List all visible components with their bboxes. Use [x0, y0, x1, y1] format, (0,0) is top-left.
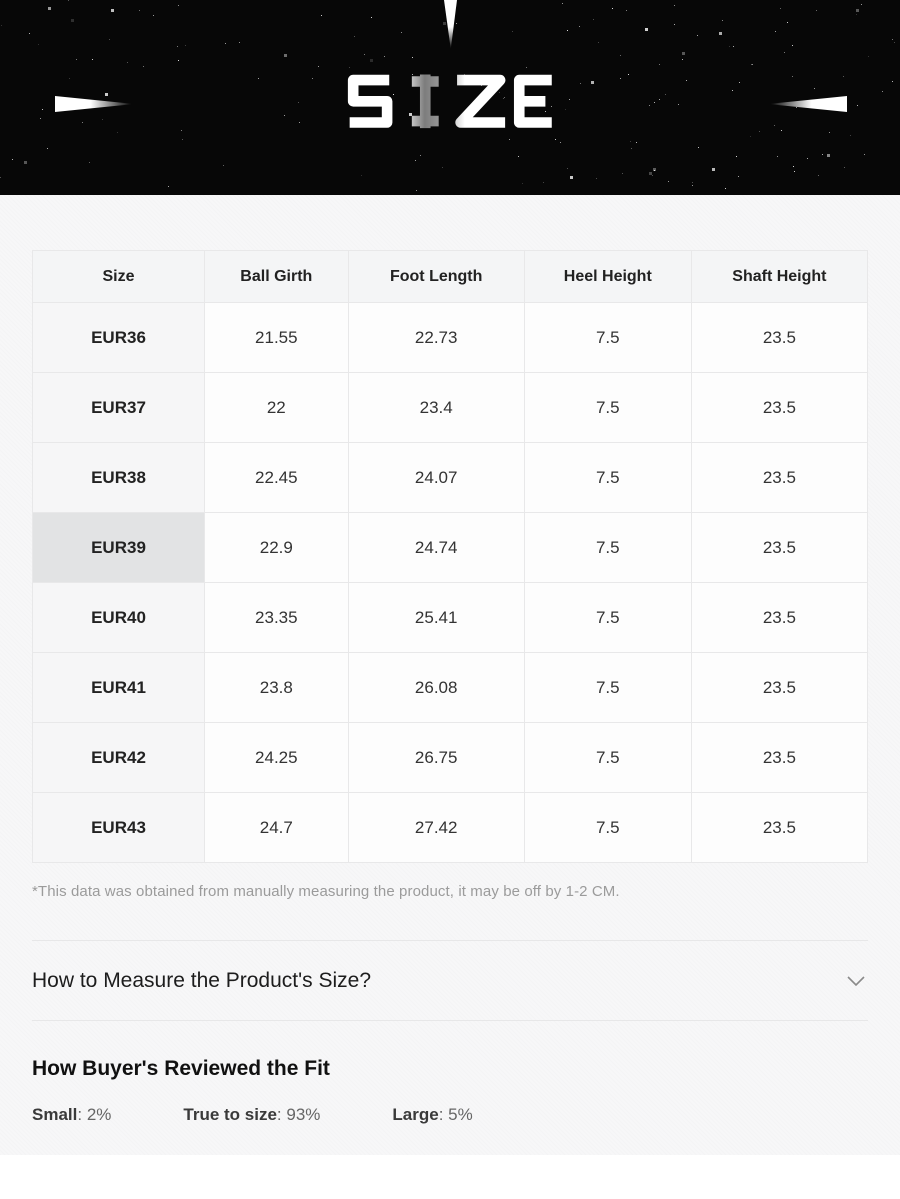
right-arrow-icon [768, 96, 847, 112]
size-chart-section [0, 195, 900, 1155]
fit-stat-true-to-size [183, 1105, 320, 1125]
fit-stat-value: 93% [286, 1105, 321, 1124]
foot-length-cell: 23.4 [348, 373, 524, 443]
table-row [33, 303, 868, 373]
size-cell[interactable]: EUR38 [33, 443, 205, 513]
size-cell[interactable]: EUR41 [33, 653, 205, 723]
table-row [33, 653, 868, 723]
ball-girth-cell: 23.8 [205, 653, 349, 723]
ball-girth-cell: 22.45 [205, 443, 349, 513]
foot-length-cell: 26.08 [348, 653, 524, 723]
ball-girth-cell: 23.35 [205, 583, 349, 653]
shaft-height-cell: 23.5 [691, 793, 867, 863]
star-speck-layer [0, 0, 1, 1]
heel-height-cell: 7.5 [524, 443, 691, 513]
heel-height-cell: 7.5 [524, 583, 691, 653]
foot-length-cell: 25.41 [348, 583, 524, 653]
size-cell[interactable]: EUR42 [33, 723, 205, 793]
fit-stat-separator: : [438, 1105, 449, 1124]
top-spike-decoration [444, 0, 457, 49]
fit-stat-separator: : [77, 1105, 87, 1124]
table-row [33, 723, 868, 793]
fit-stat-small [32, 1105, 111, 1125]
col-header-size: Size [33, 251, 205, 303]
bottom-white-strip [0, 1155, 900, 1199]
table-row [33, 583, 868, 653]
foot-length-cell: 24.07 [348, 443, 524, 513]
how-to-measure-label: How to Measure the Product's Size? [32, 968, 372, 992]
size-cell[interactable]: EUR43 [33, 793, 205, 863]
heel-height-cell: 7.5 [524, 653, 691, 723]
foot-length-cell: 26.75 [348, 723, 524, 793]
table-row [33, 793, 868, 863]
shaft-height-cell: 23.5 [691, 443, 867, 513]
size-title-logo [344, 73, 556, 131]
size-cell[interactable]: EUR40 [33, 583, 205, 653]
ball-girth-cell: 22.9 [205, 513, 349, 583]
shaft-height-cell: 23.5 [691, 303, 867, 373]
table-row [33, 443, 868, 513]
size-cell[interactable]: EUR39 [33, 513, 205, 583]
size-cell[interactable]: EUR36 [33, 303, 205, 373]
fit-review-stats [32, 1105, 868, 1125]
left-arrow-icon [55, 96, 134, 112]
col-header-heel-height: Heel Height [524, 251, 691, 303]
fit-stat-separator: : [276, 1105, 287, 1124]
table-row [33, 373, 868, 443]
size-cell[interactable]: EUR37 [33, 373, 205, 443]
ball-girth-cell: 24.7 [205, 793, 349, 863]
heel-height-cell: 7.5 [524, 723, 691, 793]
chevron-down-icon [846, 975, 866, 987]
fit-review-heading: How Buyer's Reviewed the Fit [32, 1057, 330, 1080]
fit-stat-large [392, 1105, 472, 1125]
table-header-row [33, 251, 868, 303]
foot-length-cell: 24.74 [348, 513, 524, 583]
table-row [33, 513, 868, 583]
heel-height-cell: 7.5 [524, 793, 691, 863]
heel-height-cell: 7.5 [524, 303, 691, 373]
col-header-ball-girth: Ball Girth [205, 251, 349, 303]
heel-height-cell: 7.5 [524, 513, 691, 583]
shaft-height-cell: 23.5 [691, 583, 867, 653]
shaft-height-cell: 23.5 [691, 373, 867, 443]
foot-length-cell: 22.73 [348, 303, 524, 373]
heel-height-cell: 7.5 [524, 373, 691, 443]
fit-stat-label: Small [32, 1105, 78, 1124]
fit-stat-label: Large [392, 1105, 439, 1124]
fit-stat-value: 2% [86, 1105, 112, 1124]
fit-stat-value: 5% [448, 1105, 473, 1124]
section-divider [32, 1020, 868, 1021]
ball-girth-cell: 24.25 [205, 723, 349, 793]
col-header-shaft-height: Shaft Height [691, 251, 867, 303]
fit-stat-label: True to size [183, 1105, 277, 1124]
col-header-foot-length: Foot Length [348, 251, 524, 303]
how-to-measure-accordion[interactable] [32, 941, 868, 1020]
shaft-height-cell: 23.5 [691, 513, 867, 583]
measurement-disclaimer: *This data was obtained from manually measuring the product, it may be off by 1-2 CM. [32, 883, 620, 900]
ball-girth-cell: 21.55 [205, 303, 349, 373]
shaft-height-cell: 23.5 [691, 723, 867, 793]
foot-length-cell: 27.42 [348, 793, 524, 863]
ball-girth-cell: 22 [205, 373, 349, 443]
shaft-height-cell: 23.5 [691, 653, 867, 723]
size-banner [0, 0, 900, 195]
size-chart-table [32, 250, 868, 863]
